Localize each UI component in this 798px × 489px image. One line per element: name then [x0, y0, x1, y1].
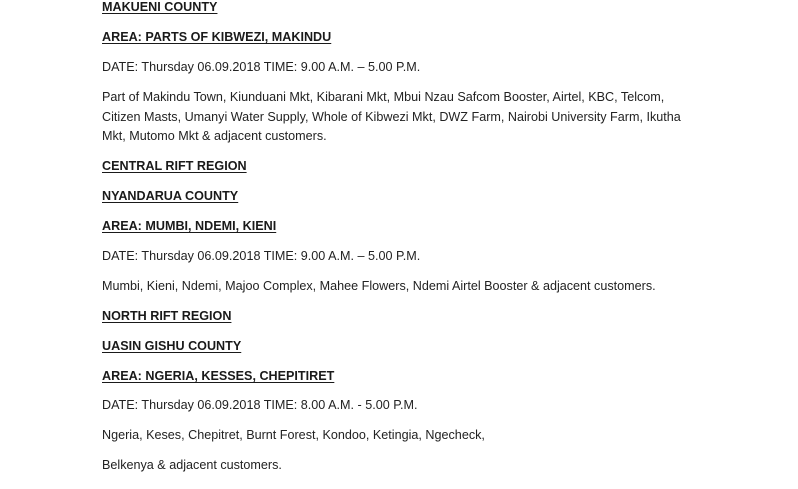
date-time-nyandarua: DATE: Thursday 06.09.2018 TIME: 9.00 A.M. – 5.00 P.M.: [102, 249, 421, 263]
details-uasin-gishu-line-2: Belkenya & adjacent customers.: [102, 458, 282, 472]
region-heading-north-rift: NORTH RIFT REGION: [102, 309, 232, 323]
county-heading-nyandarua: NYANDARUA COUNTY: [102, 189, 239, 203]
county-heading-uasin-gishu: UASIN GISHU COUNTY: [102, 339, 242, 353]
county-heading-makueni: MAKUENI COUNTY: [102, 0, 218, 14]
area-heading-uasin-gishu: AREA: NGERIA, KESSES, CHEPITIRET: [102, 369, 335, 383]
details-nyandarua: Mumbi, Kieni, Ndemi, Majoo Complex, Mahee Flowers, Ndemi Airtel Booster & adjacent customers.: [102, 279, 656, 293]
area-heading-makueni: AREA: PARTS OF KIBWEZI, MAKINDU: [102, 30, 332, 44]
region-heading-central-rift: CENTRAL RIFT REGION: [102, 159, 247, 173]
details-makueni: Part of Makindu Town, Kiunduani Mkt, Kibarani Mkt, Mbui Nzau Safcom Booster, Airtel, KBC, Telcom, Citizen Masts, Umanyi Water Supply, Whole of Kibwezi Mkt, DWZ Farm, Nairobi University Farm, Ikutha Mkt, Mutomo Mkt & adjacent customers.: [102, 90, 681, 143]
details-uasin-gishu-line-1: Ngeria, Keses, Chepitret, Burnt Forest, Kondoo, Ketingia, Ngecheck,: [102, 428, 485, 442]
date-time-uasin-gishu: DATE: Thursday 06.09.2018 TIME: 8.00 A.M. - 5.00 P.M.: [102, 398, 418, 412]
date-time-makueni: DATE: Thursday 06.09.2018 TIME: 9.00 A.M. – 5.00 P.M.: [102, 60, 421, 74]
area-heading-nyandarua: AREA: MUMBI, NDEMI, KIENI: [102, 219, 277, 233]
